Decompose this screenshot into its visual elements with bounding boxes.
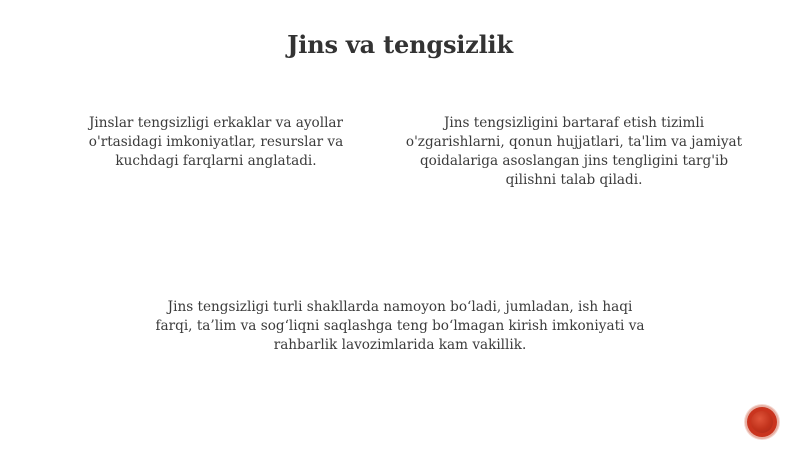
paragraph-bottom: Jins tengsizligi turli shakllarda namoyon bo‘ladi, jumladan, ish haqi farqi, ta’lim va sog‘liqni saqlashga teng bo‘lmagan kirish imkoniyati va rahbarlik lavozimlarida kam vakillik. <box>155 299 645 353</box>
paragraph-right: Jins tengsizligini bartaraf etish tizimli o'zgarishlarni, qonun hujjatlari, ta'lim va jamiyat qoidalariga asoslangan jins tengligini targ'ib qilishni talab qiladi. <box>405 115 743 188</box>
slide-title: Jins va tengsizlik <box>287 30 513 59</box>
circle-nav-icon <box>751 411 773 433</box>
next-slide-button[interactable] <box>747 407 777 437</box>
paragraph-left: Jinslar tengsizligi erkaklar va ayollar o'rtasidagi imkoniyatlar, resurslar va kuchdagi farqlarni anglatadi. <box>88 115 344 169</box>
